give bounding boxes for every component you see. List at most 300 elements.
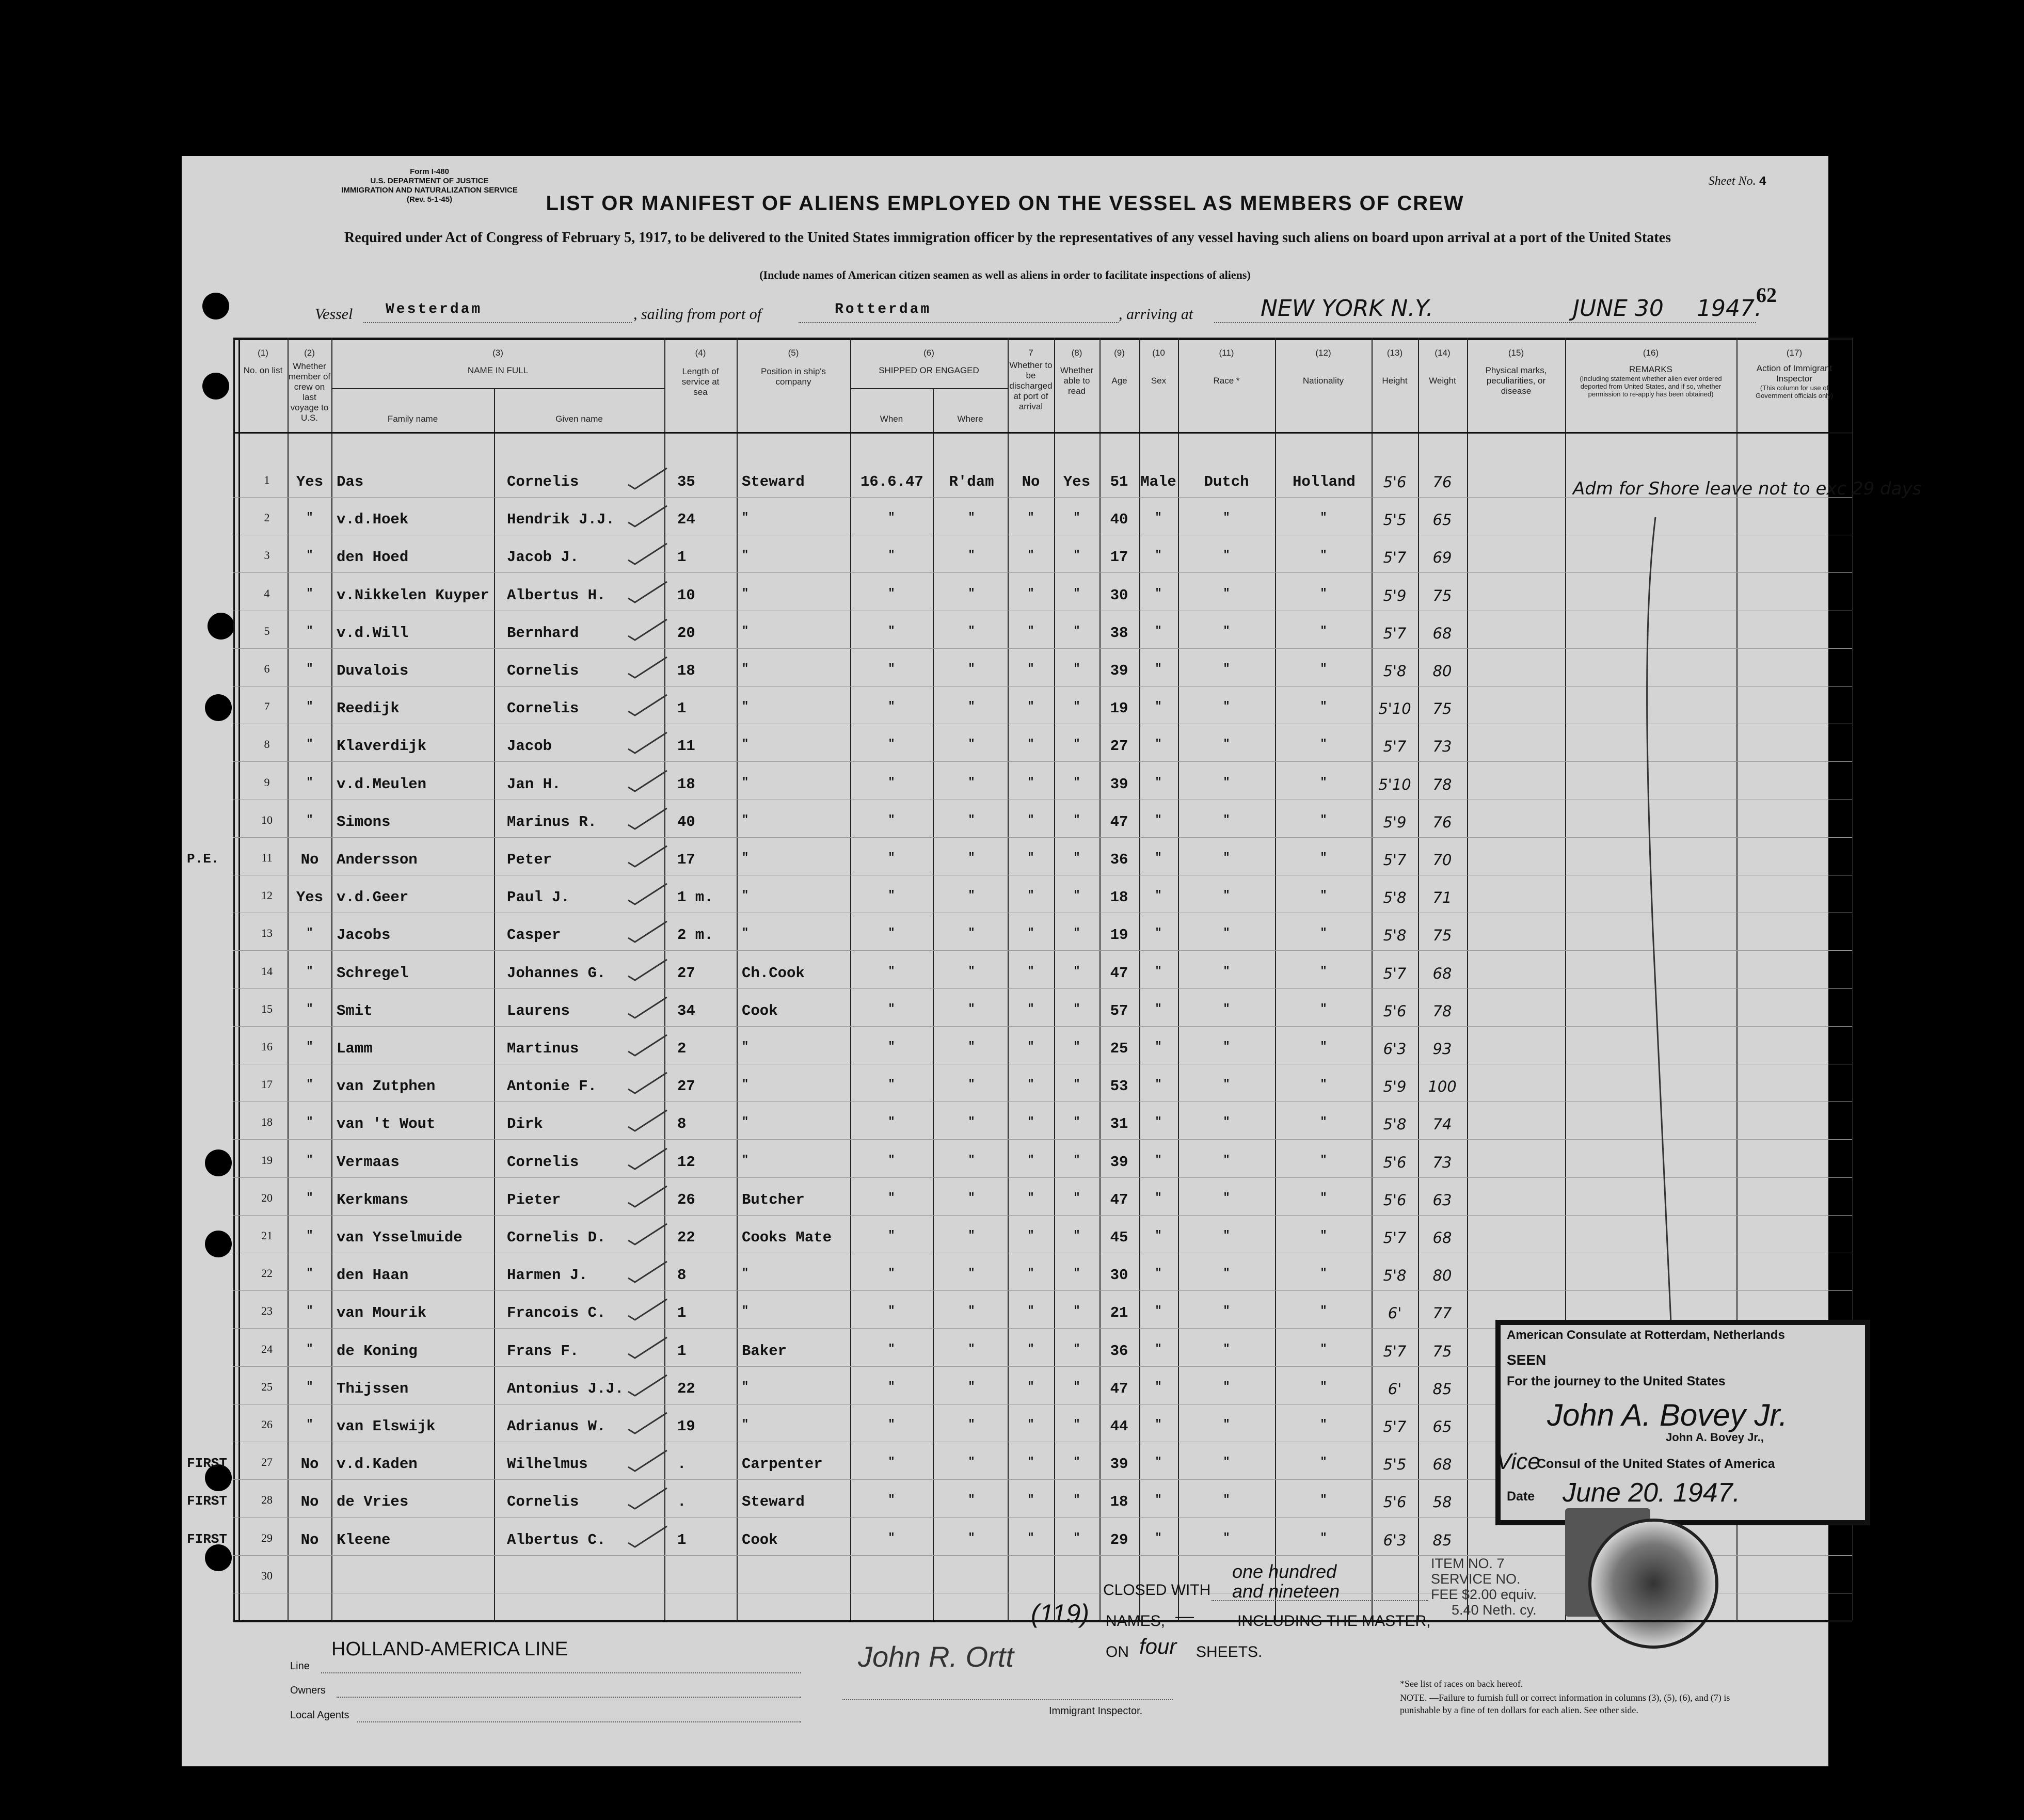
- cell-where: ": [968, 586, 975, 600]
- cell-weight: 77: [1432, 1304, 1452, 1322]
- cell-race: ": [1223, 1115, 1230, 1129]
- cell-height: 5'9: [1383, 1078, 1407, 1096]
- cell-no: 17: [261, 1078, 273, 1091]
- cell-height: 5'10: [1378, 700, 1411, 718]
- cell-nationality: ": [1320, 813, 1327, 826]
- cell-where: ": [968, 1493, 975, 1507]
- check-mark-icon: [626, 1295, 672, 1326]
- cell-family: van Elswijk: [337, 1418, 436, 1435]
- cell-service: 34: [677, 1002, 695, 1019]
- cell-age: 29: [1110, 1531, 1128, 1548]
- agents-label: Local Agents: [290, 1710, 349, 1721]
- punch-hole: [205, 1544, 232, 1571]
- cell-service: 24: [677, 511, 695, 529]
- cell-prev: Yes: [296, 473, 324, 490]
- cell-given: Albertus C.: [507, 1531, 606, 1548]
- cell-nationality: ": [1320, 1456, 1327, 1469]
- cell-where: ": [968, 775, 975, 789]
- cell-service: 26: [677, 1191, 695, 1208]
- cell-service: 1 m.: [677, 889, 713, 906]
- cell-when: ": [888, 586, 895, 600]
- cell-no: 18: [261, 1115, 273, 1129]
- check-mark-icon: [626, 1484, 672, 1515]
- cell-discharged: ": [1027, 662, 1034, 675]
- cell-given: Antonius J.J.: [507, 1380, 624, 1397]
- cell-given: Frans F.: [507, 1342, 579, 1360]
- cell-weight: 75: [1432, 927, 1452, 945]
- port-label: , sailing from port of: [633, 306, 762, 323]
- cell-age: 19: [1110, 700, 1128, 717]
- cell-nationality: ": [1320, 549, 1327, 562]
- cell-nationality: ": [1320, 586, 1327, 600]
- cell-race: ": [1223, 1040, 1230, 1053]
- cell-race: ": [1223, 1191, 1230, 1204]
- cell-age: 53: [1110, 1078, 1128, 1095]
- sheets-label: SHEETS.: [1196, 1643, 1263, 1661]
- cell-given: Pieter: [507, 1191, 561, 1208]
- cell-weight: 68: [1432, 624, 1452, 642]
- cell-where: ": [968, 738, 975, 751]
- cell-race: ": [1223, 889, 1230, 902]
- cell-height: 5'5: [1383, 511, 1407, 529]
- cell-given: Jacob J.: [507, 549, 579, 566]
- cell-race: ": [1223, 1456, 1230, 1469]
- cell-position: Steward: [742, 473, 805, 490]
- header-col6: (6) SHIPPED OR ENGAGED: [879, 348, 979, 375]
- cell-sex: ": [1155, 1380, 1162, 1393]
- cell-sex: ": [1155, 1191, 1162, 1204]
- cell-height: 5'6: [1383, 1002, 1407, 1020]
- cell-prev: ": [306, 1191, 313, 1204]
- cell-height: 5'6: [1383, 1493, 1407, 1511]
- cell-age: 36: [1110, 851, 1128, 868]
- cell-read: ": [1073, 1531, 1080, 1544]
- cell-height: 6'3: [1383, 1531, 1407, 1549]
- cell-no: 19: [261, 1153, 273, 1167]
- header-when: When: [880, 414, 903, 424]
- cell-sex: ": [1155, 1418, 1162, 1431]
- cell-discharged: ": [1027, 549, 1034, 562]
- cell-sex: ": [1155, 964, 1162, 978]
- row-rule: [233, 761, 1852, 762]
- check-mark-icon: [626, 691, 672, 722]
- cell-prev: ": [306, 1002, 313, 1015]
- cell-sex: ": [1155, 1531, 1162, 1544]
- cell-when: ": [888, 813, 895, 826]
- cell-sex: ": [1155, 1002, 1162, 1015]
- cell-nationality: ": [1320, 889, 1327, 902]
- cell-race: ": [1223, 738, 1230, 751]
- cell-discharged: ": [1027, 1040, 1034, 1053]
- cell-no: 30: [261, 1569, 273, 1582]
- cell-prev: ": [306, 549, 313, 562]
- cell-service: 17: [677, 851, 695, 868]
- cell-nationality: ": [1320, 1493, 1327, 1507]
- cell-race: ": [1223, 1342, 1230, 1355]
- revision: (Rev. 5-1-45): [406, 195, 453, 204]
- cell-family: Simons: [337, 813, 391, 831]
- cell-age: 30: [1110, 1267, 1128, 1284]
- cell-family: van Ysselmuide: [337, 1229, 463, 1246]
- cell-where: ": [968, 1191, 975, 1204]
- cell-when: ": [888, 662, 895, 675]
- cell-sex: ": [1155, 662, 1162, 675]
- cell-weight: 78: [1432, 1002, 1452, 1020]
- cell-where: ": [968, 1531, 975, 1544]
- cell-read: ": [1073, 775, 1080, 789]
- row-rule: [233, 686, 1852, 687]
- cell-prev: ": [306, 813, 313, 826]
- cell-prev: ": [306, 1153, 313, 1167]
- cell-weight: 58: [1432, 1493, 1452, 1511]
- cell-race: ": [1223, 624, 1230, 637]
- cell-read: ": [1073, 1304, 1080, 1318]
- cell-where: ": [968, 549, 975, 562]
- table-top-border: [233, 338, 1852, 340]
- cell-discharged: ": [1027, 1531, 1034, 1544]
- cell-service: 8: [677, 1267, 687, 1284]
- cell-height: 5'9: [1383, 813, 1407, 831]
- cell-age: 47: [1110, 1191, 1128, 1208]
- cell-position: ": [742, 775, 749, 789]
- header-col17: (17) Action of Immigrant Inspector (This column for use of Government officials only): [1755, 348, 1834, 400]
- cell-when: ": [888, 738, 895, 751]
- cell-weight: 73: [1432, 1153, 1452, 1171]
- cell-family: v.d.Meulen: [337, 775, 427, 793]
- cell-weight: 71: [1432, 889, 1452, 907]
- shipped-subheader-rule: [850, 388, 1008, 389]
- cell-prev: ": [306, 1342, 313, 1355]
- cell-height: 6': [1388, 1304, 1402, 1322]
- cell-read: ": [1073, 1267, 1080, 1280]
- arriving-underline: [1214, 322, 1756, 323]
- cell-when: ": [888, 1456, 895, 1469]
- cell-prev: ": [306, 700, 313, 713]
- cell-given: Dirk: [507, 1115, 543, 1133]
- cell-prev: ": [306, 624, 313, 637]
- row-rule: [233, 1101, 1852, 1102]
- cell-position: ": [742, 1418, 749, 1431]
- cell-service: 2: [677, 1040, 687, 1057]
- check-mark-icon: [626, 615, 672, 646]
- cell-age: 18: [1110, 889, 1128, 906]
- cell-age: 39: [1110, 1456, 1128, 1473]
- cell-age: 39: [1110, 775, 1128, 793]
- cell-service: 8: [677, 1115, 687, 1133]
- line-underline: [321, 1672, 801, 1673]
- cell-age: 47: [1110, 813, 1128, 831]
- cell-nationality: ": [1320, 624, 1327, 637]
- cell-race: Dutch: [1204, 473, 1249, 490]
- cell-read: ": [1073, 549, 1080, 562]
- cell-discharged: ": [1027, 1418, 1034, 1431]
- cell-position: Carpenter: [742, 1456, 823, 1473]
- cell-weight: 68: [1432, 1456, 1452, 1474]
- cell-no: 28: [261, 1493, 273, 1507]
- header-col4: (4) Length of service at sea: [681, 348, 720, 397]
- cell-when: ": [888, 1002, 895, 1015]
- cell-nationality: ": [1320, 1191, 1327, 1204]
- punch-hole: [208, 613, 234, 640]
- cell-read: ": [1073, 1418, 1080, 1431]
- header-col7: 7 Whether to be discharged at port of arrival: [1009, 348, 1053, 411]
- cell-no: 7: [264, 700, 270, 713]
- cell-where: ": [968, 1115, 975, 1129]
- col-rule: [1275, 338, 1276, 1620]
- cell-race: ": [1223, 927, 1230, 940]
- header-col2: (2) Whether member of crew on last voyage to U.S.: [288, 348, 331, 423]
- sheet-number: Sheet No. 4: [1708, 174, 1766, 189]
- cell-weight: 100: [1428, 1078, 1457, 1096]
- cell-when: ": [888, 1342, 895, 1355]
- cell-prev: No: [300, 851, 319, 868]
- cell-weight: 80: [1432, 1267, 1452, 1285]
- cell-position: ": [742, 624, 749, 637]
- cell-where: ": [968, 624, 975, 637]
- cell-sex: ": [1155, 1456, 1162, 1469]
- cell-prev: ": [306, 964, 313, 978]
- cell-family: v.d.Geer: [337, 889, 409, 906]
- cell-discharged: ": [1027, 851, 1034, 864]
- cell-age: 27: [1110, 738, 1128, 755]
- cell-no: 20: [261, 1191, 273, 1204]
- count-words-2: and nineteen: [1232, 1580, 1340, 1602]
- cell-prev: ": [306, 1267, 313, 1280]
- cell-weight: 76: [1432, 813, 1452, 831]
- cell-where: ": [968, 927, 975, 940]
- cell-family: den Hoed: [337, 549, 409, 566]
- page-title: LIST OR MANIFEST OF ALIENS EMPLOYED ON THE VESSEL AS MEMBERS OF CREW: [546, 192, 1464, 215]
- cell-read: ": [1073, 964, 1080, 978]
- cell-weight: 85: [1432, 1531, 1452, 1549]
- cell-race: ": [1223, 964, 1230, 978]
- cell-service: 11: [677, 738, 695, 755]
- cell-nationality: ": [1320, 1078, 1327, 1091]
- cell-sex: ": [1155, 1115, 1162, 1129]
- cell-family: Schregel: [337, 964, 409, 982]
- cell-when: ": [888, 889, 895, 902]
- cell-discharged: ": [1027, 511, 1034, 524]
- cell-height: 5'7: [1383, 964, 1407, 982]
- row-rule: [233, 1177, 1852, 1178]
- cell-discharged: No: [1022, 473, 1040, 490]
- cell-when: ": [888, 1078, 895, 1091]
- manifest-sheet: [182, 156, 1922, 1766]
- cell-position: ": [742, 851, 749, 864]
- cell-family: v.d.Kaden: [337, 1456, 418, 1473]
- col-rule: [737, 338, 738, 1620]
- cell-no: 4: [264, 586, 270, 600]
- cell-height: 6'3: [1383, 1040, 1407, 1058]
- cell-prev: ": [306, 662, 313, 675]
- cell-read: ": [1073, 1078, 1080, 1091]
- cell-read: ": [1073, 662, 1080, 675]
- cell-discharged: ": [1027, 775, 1034, 789]
- on-label: ON: [1106, 1643, 1129, 1661]
- names-label: NAMES,: [1106, 1613, 1166, 1630]
- cell-prev: No: [300, 1456, 319, 1473]
- page-number: 62: [1756, 283, 1777, 307]
- check-mark-icon: [626, 1031, 672, 1062]
- cell-no: 3: [264, 549, 270, 562]
- cell-prev: ": [306, 1418, 313, 1431]
- cell-read: ": [1073, 1191, 1080, 1204]
- cell-family: den Haan: [337, 1267, 409, 1284]
- cell-when: ": [888, 927, 895, 940]
- cell-no: 16: [261, 1040, 273, 1053]
- cell-nationality: ": [1320, 1002, 1327, 1015]
- cell-discharged: ": [1027, 964, 1034, 978]
- stamp-signer: John A. Bovey Jr.,: [1666, 1431, 1764, 1444]
- check-mark-icon: [626, 1257, 672, 1288]
- cell-age: 38: [1110, 624, 1128, 642]
- cell-read: ": [1073, 1456, 1080, 1469]
- punch-hole: [205, 694, 232, 721]
- row-rule: [233, 1215, 1852, 1216]
- cell-service: 1: [677, 1304, 687, 1322]
- cell-discharged: ": [1027, 1493, 1034, 1507]
- header-col16: (16) REMARKS (Including statement whether alien ever ordered deported from United States, and if so, whether permission to re-apply has been obtained): [1580, 348, 1722, 398]
- cell-weight: 75: [1432, 700, 1452, 718]
- sheets-written: four: [1139, 1634, 1177, 1658]
- cell-position: ": [742, 511, 749, 524]
- cell-discharged: ": [1027, 1115, 1034, 1129]
- vessel-label: Vessel: [315, 306, 353, 323]
- cell-nationality: ": [1320, 851, 1327, 864]
- cell-nationality: ": [1320, 1418, 1327, 1431]
- cell-read: ": [1073, 511, 1080, 524]
- cell-prev: ": [306, 1380, 313, 1393]
- cell-weight: 65: [1432, 1418, 1452, 1435]
- cell-nationality: ": [1320, 775, 1327, 789]
- cell-discharged: ": [1027, 1380, 1034, 1393]
- cell-when: ": [888, 1304, 895, 1318]
- cell-position: ": [742, 889, 749, 902]
- cell-given: Antonie F.: [507, 1078, 597, 1095]
- cell-given: Johannes G.: [507, 964, 606, 982]
- cell-when: ": [888, 1531, 895, 1544]
- instruction-line: (Include names of American citizen seamen as well as aliens in order to facilitate inspections of aliens): [759, 268, 1251, 281]
- arrival-date: JUNE 30: [1573, 295, 1664, 322]
- row-rule: [233, 648, 1852, 649]
- cell-sex: ": [1155, 1342, 1162, 1355]
- col-rule: [850, 338, 851, 1620]
- cell-position: ": [742, 1078, 749, 1091]
- punch-hole: [205, 1150, 232, 1176]
- cell-family: v.d.Will: [337, 624, 409, 642]
- cell-discharged: ": [1027, 1078, 1034, 1091]
- cell-race: ": [1223, 1304, 1230, 1318]
- inspector-signature: John R. Ortt: [858, 1640, 1014, 1673]
- cell-discharged: ": [1027, 1342, 1034, 1355]
- cell-given: Cornelis: [507, 473, 579, 490]
- cell-when: ": [888, 511, 895, 524]
- cell-where: ": [968, 1456, 975, 1469]
- cell-age: 40: [1110, 511, 1128, 529]
- cell-where: ": [968, 1304, 975, 1318]
- cell-family: van 't Wout: [337, 1115, 436, 1133]
- cell-when: ": [888, 1229, 895, 1242]
- cell-nationality: ": [1320, 1115, 1327, 1129]
- cell-sex: ": [1155, 927, 1162, 940]
- cell-race: ": [1223, 662, 1230, 675]
- row-rule: [233, 950, 1852, 951]
- cell-age: 19: [1110, 927, 1128, 944]
- cell-sex: ": [1155, 511, 1162, 524]
- cell-weight: 68: [1432, 964, 1452, 982]
- cell-discharged: ": [1027, 1267, 1034, 1280]
- cell-read: Yes: [1063, 473, 1091, 490]
- cell-where: ": [968, 1229, 975, 1242]
- cell-read: ": [1073, 1153, 1080, 1167]
- cell-family: Jacobs: [337, 927, 391, 944]
- cell-position: ": [742, 813, 749, 826]
- remarks-row1: Adm for Shore leave not to exc 29 days: [1573, 478, 1922, 499]
- cell-no: 9: [264, 775, 270, 789]
- cell-race: ": [1223, 1418, 1230, 1431]
- cell-position: Butcher: [742, 1191, 805, 1208]
- check-mark-icon: [626, 1144, 672, 1175]
- cell-sex: Male: [1140, 473, 1176, 490]
- races-note: *See list of races on back hereof.: [1400, 1679, 1523, 1689]
- cell-family: de Vries: [337, 1493, 409, 1511]
- department: U.S. DEPARTMENT OF JUSTICE: [370, 177, 489, 185]
- row-rule: [233, 1290, 1852, 1291]
- cell-no: 8: [264, 738, 270, 751]
- cell-nationality: ": [1320, 738, 1327, 751]
- cell-nationality: ": [1320, 1040, 1327, 1053]
- cell-nationality: ": [1320, 927, 1327, 940]
- cell-height: 5'8: [1383, 662, 1407, 680]
- cell-family: Kerkmans: [337, 1191, 409, 1208]
- cell-read: ": [1073, 1493, 1080, 1507]
- cell-weight: 68: [1432, 1229, 1452, 1247]
- cell-no: 2: [264, 511, 270, 524]
- cell-when: ": [888, 775, 895, 789]
- cell-discharged: ": [1027, 1153, 1034, 1167]
- cell-service: .: [677, 1456, 687, 1473]
- count-words-1: one hundred: [1232, 1561, 1337, 1582]
- cell-race: ": [1223, 1078, 1230, 1091]
- cell-age: 44: [1110, 1418, 1128, 1435]
- cell-when: ": [888, 624, 895, 637]
- cell-read: ": [1073, 1342, 1080, 1355]
- cell-nationality: ": [1320, 964, 1327, 978]
- check-mark-icon: [626, 539, 672, 570]
- cell-race: ": [1223, 511, 1230, 524]
- cell-sex: ": [1155, 1304, 1162, 1318]
- cell-height: 5'7: [1383, 851, 1407, 869]
- inspector-label: Immigrant Inspector.: [1049, 1705, 1143, 1717]
- cell-nationality: ": [1320, 1304, 1327, 1318]
- cell-sex: ": [1155, 1078, 1162, 1091]
- cell-given: Albertus H.: [507, 586, 606, 604]
- check-mark-icon: [626, 1220, 672, 1251]
- cell-prev: No: [300, 1531, 319, 1548]
- line-value: HOLLAND-AMERICA LINE: [331, 1638, 568, 1660]
- check-mark-icon: [626, 804, 672, 835]
- cell-weight: 63: [1432, 1191, 1452, 1209]
- cell-service: .: [677, 1493, 687, 1511]
- cell-service: 27: [677, 964, 695, 982]
- cell-age: 51: [1110, 473, 1128, 490]
- check-mark-icon: [626, 1522, 672, 1553]
- cell-race: ": [1223, 586, 1230, 600]
- cell-age: 47: [1110, 1380, 1128, 1397]
- cell-position: Cooks Mate: [742, 1229, 832, 1246]
- cell-weight: 75: [1432, 1342, 1452, 1360]
- cell-sex: ": [1155, 738, 1162, 751]
